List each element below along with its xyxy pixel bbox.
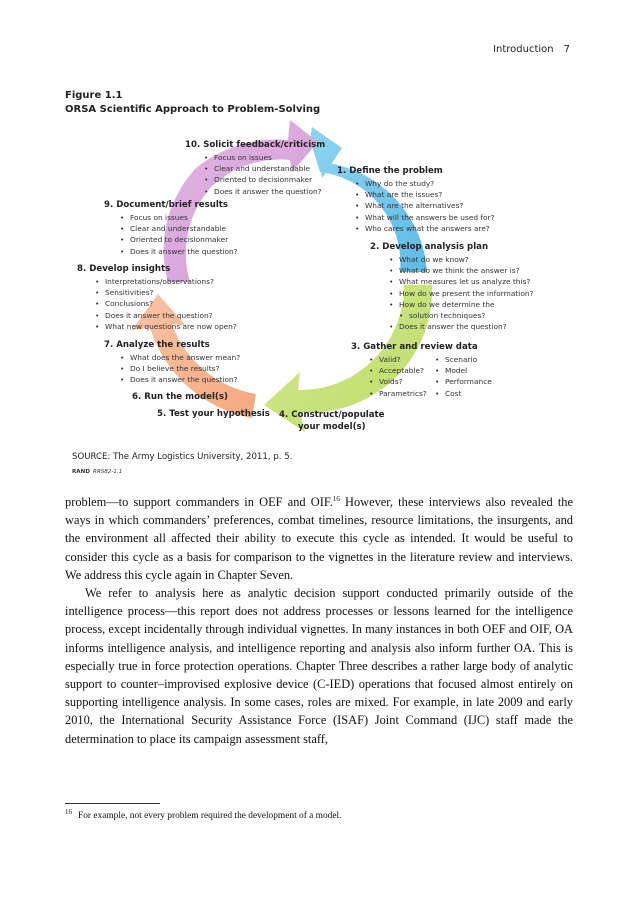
list-item: • Does it answer the question? (95, 310, 237, 321)
list-item: • Model (435, 365, 492, 376)
stage-8-bullets (95, 276, 237, 332)
body-text (65, 493, 573, 748)
stage-6-label: 6. Run the model(s) (132, 392, 228, 402)
rand-label: RAND (72, 469, 90, 475)
stage-9-label: 9. Document/brief results (104, 200, 228, 210)
list-item: • Clear and understandable (120, 223, 238, 234)
footnote-ref[interactable]: 16 (332, 494, 340, 503)
figure-title: ORSA Scientific Approach to Problem-Solving (65, 104, 321, 115)
stage-10-bullets (204, 152, 322, 197)
stage-7-bullets (120, 352, 240, 386)
stage-9-bullets (120, 212, 238, 257)
list-item: • Performance (435, 376, 492, 387)
paragraph-text: problem—to support commanders in OEF and OIF. (65, 495, 333, 509)
stage-5-label: 5. Test your hypothesis (157, 409, 270, 419)
list-item: • Focus on issues (120, 212, 238, 223)
list-item: • Sensitivities? (95, 287, 237, 298)
list-item: • Valid? (369, 354, 427, 365)
list-item: • Does it answer the question? (120, 246, 238, 257)
list-item: • Parametrics? (369, 388, 427, 399)
list-item: • Why do the study? (355, 178, 495, 189)
list-item: • Does it answer the question? (389, 321, 533, 332)
stage-4-label-line2: your model(s) (297, 422, 366, 432)
list-item: • What does the answer mean? (120, 352, 240, 363)
footnote-number: 16 (65, 808, 72, 816)
list-item: • Oriented to decisionmaker (204, 174, 322, 185)
list-item: • What will the answers be used for? (355, 212, 495, 223)
rand-id: RRS82-1.1 (92, 469, 123, 475)
stage-7-label: 7. Analyze the results (104, 340, 210, 350)
stage-1-label: 1. Define the problem (337, 166, 443, 176)
figure-source: SOURCE: The Army Logistics University, 2011, p. 5. (72, 452, 293, 462)
paragraph: We refer to analysis here as analytic decision support conducted primarily outside of the intelligence process—this report does not address processes or lessons learned for the intelligence process, except incidentally through individual vignettes. In many instances in both OEF and OIF, OA informs intelligence analysis, and intelligence reporting and analysis also inform further OA. This is especially true in force protection operations. Chapter Three describes a rather large body of analytic support to counter–improvised explosive device (C-IED) operations that focused almost entirely on supporting intelligence analysis. In some cases, roles are mixed. For example, in late 2009 and early 2010, the International Security Assistance Force (ISAF) Joint Command (IJC) staff made the determination to place its campaign assessment staff, (65, 586, 573, 746)
paragraph-text: However, these interviews also revealed the ways in which commanders’ preferences, combat timelines, resource limitations, the insurgents, and the environment all affected their ability to execute this cycle as intended. It would be useful to consider this cycle as a basis for comparison to the vignettes in the literature review and interviews. We address this cycle again in Chapter Seven. (65, 495, 573, 582)
list-item: • How do we determine the (389, 299, 533, 310)
list-item: • What do we know? (389, 254, 533, 265)
list-item: • Clear and understandable (204, 163, 322, 174)
list-item: • Oriented to decisionmaker (120, 234, 238, 245)
list-item: • Do I believe the results? (120, 363, 240, 374)
list-item: • Does it answer the question? (204, 186, 322, 197)
list-item: • Voids? (369, 376, 427, 387)
stage-3-bullets-right (435, 354, 492, 399)
list-item: • Who cares what the answers are? (355, 223, 495, 234)
list-item: • Focus on issues (204, 152, 322, 163)
stage-2-bullets (389, 254, 533, 332)
list-item: • What are the issues? (355, 189, 495, 200)
list-item: • Scenario (435, 354, 492, 365)
list-item: • Does it answer the question? (120, 374, 240, 385)
list-item: • Interpretations/observations? (95, 276, 237, 287)
stage-3-label: 3. Gather and review data (351, 342, 478, 352)
list-item: • What measures let us analyze this? (389, 276, 533, 287)
stage-3-bullets-left (369, 354, 427, 399)
stage-8-label: 8. Develop insights (77, 264, 171, 274)
footnote-text: For example, not every problem required the development of a model. (78, 811, 342, 822)
stage-4-label-line1: 4. Construct/populate (279, 410, 385, 420)
section-title: Introduction (493, 44, 554, 55)
stage-10-label: 10. Solicit feedback/criticism (185, 140, 326, 150)
rand-figure-id (72, 469, 122, 475)
page-number: 7 (563, 44, 570, 55)
stage-2-label: 2. Develop analysis plan (370, 242, 489, 252)
footnote-divider (65, 803, 160, 804)
figure-number: Figure 1.1 (65, 90, 123, 101)
list-item: • What do we think the answer is? (389, 265, 533, 276)
stage-4-label (279, 409, 385, 433)
paragraph (65, 493, 573, 584)
footnote (65, 808, 341, 821)
stage-1-bullets (355, 178, 495, 234)
list-item-continued: • solution techniques? (389, 310, 533, 321)
list-item: • What are the alternatives? (355, 200, 495, 211)
list-item: • Conclusions? (95, 298, 237, 309)
list-item: • How do we present the information? (389, 288, 533, 299)
list-item: • Cost (435, 388, 492, 399)
list-item: • Acceptable? (369, 365, 427, 376)
list-item: • What new questions are now open? (95, 321, 237, 332)
